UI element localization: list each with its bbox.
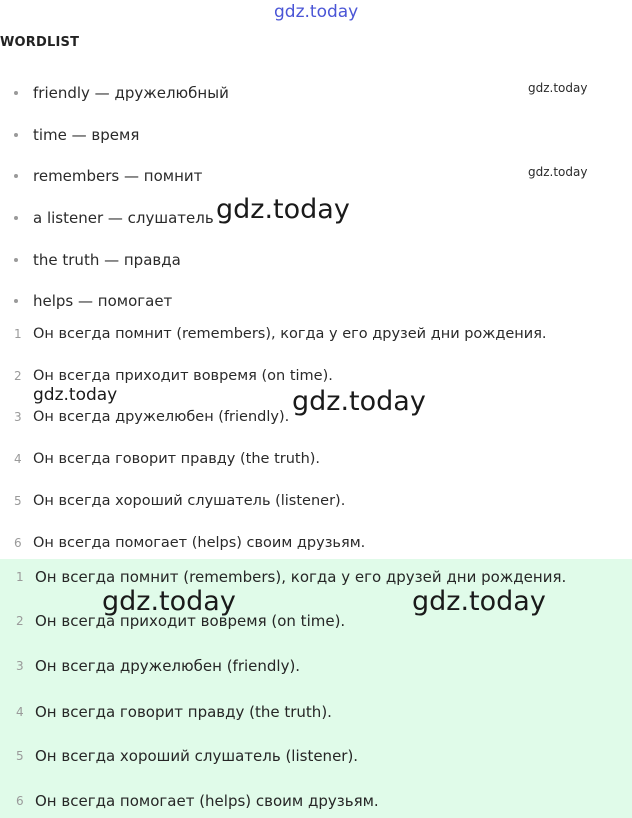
sentence-number: 6 (14, 536, 22, 550)
answer-number: 2 (16, 614, 24, 628)
sentence-text: Он всегда говорит правду (the truth). (33, 451, 321, 467)
sentence-text: Он всегда дружелюбен (friendly). (33, 409, 290, 425)
wordlist-item-text: remembers — помнит (33, 167, 203, 185)
wordlist-item (14, 83, 229, 103)
sentence-text: Он всегда хороший слушатель (listener). (33, 493, 346, 509)
bullet-icon (14, 299, 18, 303)
answer-number: 5 (16, 749, 24, 763)
sentence-number: 2 (14, 369, 22, 383)
bullet-icon (14, 133, 18, 137)
bullet-icon (14, 216, 18, 220)
wordlist-item (14, 208, 214, 228)
watermark: gdz.today (33, 385, 118, 405)
sentence-row (14, 407, 289, 427)
wordlist-item-text: helps — помогает (33, 292, 173, 310)
sentence-number: 1 (14, 327, 22, 341)
wordlist-item-text: a listener — слушатель (33, 209, 214, 227)
sentence-row (14, 533, 365, 553)
watermark: gdz.today (528, 165, 588, 179)
answer-number: 4 (16, 705, 24, 719)
answer-text: Он всегда дружелюбен (friendly). (35, 657, 301, 675)
wordlist-heading: WORDLIST (0, 35, 80, 50)
answer-text: Он всегда помогает (helps) своим друзьям. (35, 792, 379, 810)
wordlist-item (14, 125, 139, 145)
watermark: gdz.today (216, 194, 350, 225)
watermark: gdz.today (292, 386, 426, 417)
answer-number: 3 (16, 659, 24, 673)
answer-number: 6 (16, 794, 24, 808)
sentence-row (14, 449, 320, 469)
sentence-text: Он всегда помогает (helps) своим друзьям. (33, 535, 366, 551)
answer-row (16, 702, 332, 722)
answer-text: Он всегда приходит вовремя (on time). (35, 612, 346, 630)
watermark: gdz.today (102, 586, 236, 617)
watermark: gdz.today (528, 81, 588, 95)
wordlist-item-text: the truth — правда (33, 251, 181, 269)
watermark-top: gdz.today (274, 2, 359, 22)
wordlist-item (14, 166, 202, 186)
bullet-icon (14, 258, 18, 262)
sentence-row (14, 491, 345, 511)
answer-row (16, 567, 566, 587)
answer-row (16, 656, 300, 676)
answer-text: Он всегда говорит правду (the truth). (35, 703, 332, 721)
wordlist-item (14, 291, 172, 311)
sentence-number: 3 (14, 410, 22, 424)
sentence-row (14, 324, 547, 344)
sentence-number: 4 (14, 452, 22, 466)
watermark: gdz.today (412, 586, 546, 617)
answer-text: Он всегда хороший слушатель (listener). (35, 747, 359, 765)
answer-text: Он всегда помнит (remembers), когда у его друзей дни рождения. (35, 568, 567, 586)
answer-number: 1 (16, 570, 24, 584)
bullet-icon (14, 174, 18, 178)
answer-row (16, 791, 379, 811)
sentence-row (14, 366, 333, 386)
sentence-text: Он всегда помнит (remembers), когда у его друзей дни рождения. (33, 326, 547, 342)
wordlist-item-text: time — время (33, 126, 140, 144)
wordlist-item (14, 250, 181, 270)
sentence-text: Он всегда приходит вовремя (on time). (33, 368, 333, 384)
bullet-icon (14, 91, 18, 95)
sentence-number: 5 (14, 494, 22, 508)
answer-row (16, 746, 358, 766)
wordlist-item-text: friendly — дружелюбный (33, 84, 229, 102)
